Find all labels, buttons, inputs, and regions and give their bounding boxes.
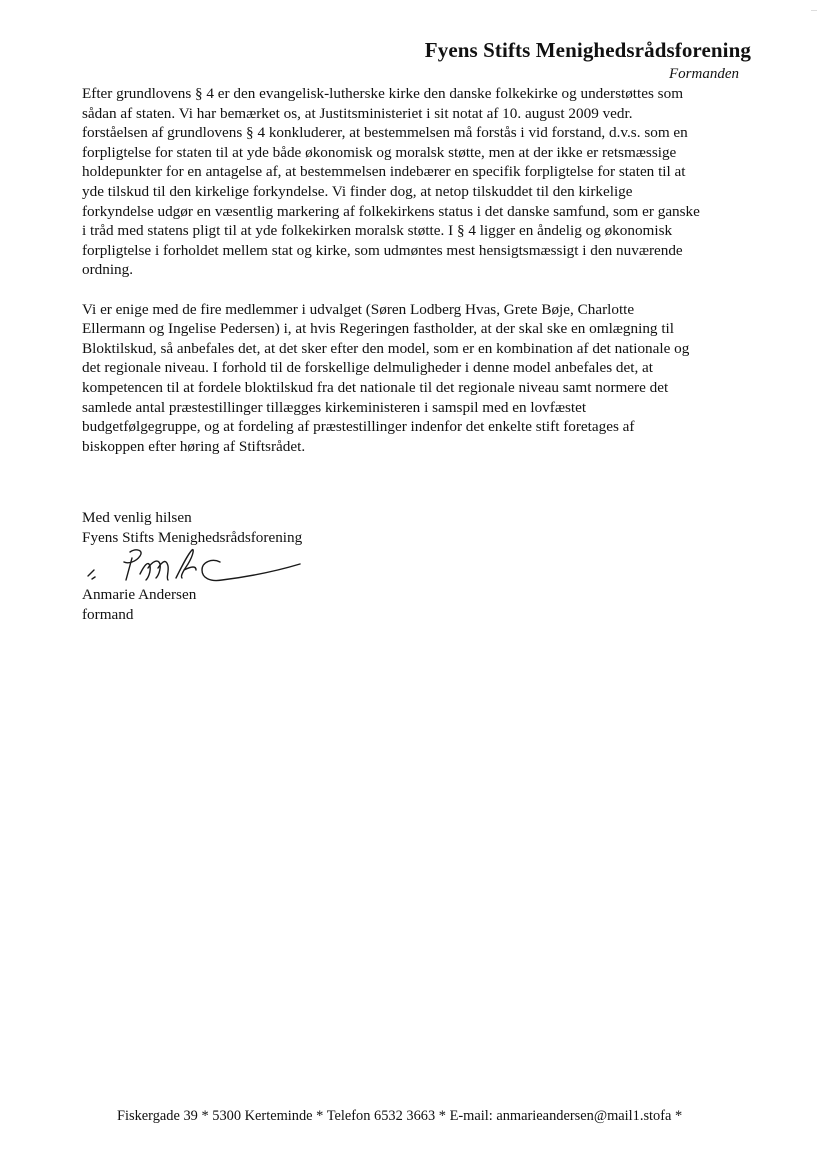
text-line: i tråd med statens pligt til at yde folkekirken moralsk støtte. I § 4 ligger en åndelig og økonomisk: [82, 222, 673, 240]
closing-greeting: Med venlig hilsen: [82, 509, 192, 526]
text-line: Bloktilskud, så anbefales det, at det sker efter den model, som er en kombination af det nationale og: [82, 339, 690, 357]
text-line: Efter grundlovens § 4 er den evangelisk-lutherske kirke den danske folkekirke og understøttes som: [82, 85, 684, 102]
text-line: budgetfølgegruppe, og at fordeling af præstestillinger indenfor det enkelte stift foretages af: [82, 418, 635, 436]
text-line: yde tilskud til den kirkelige forkyndelse. Vi finder dog, at netop tilskuddet til den kirkelige: [82, 182, 633, 200]
paragraph-1: [82, 84, 757, 280]
text-line: sådan af staten. Vi har bemærket os, at Justitsministeriet i sit notat af 10. august 2009 vedr.: [82, 104, 633, 122]
text-line: biskoppen efter høring af Stiftsrådet.: [82, 437, 306, 455]
text-line: forkyndelse udgør en væsentlig markering af folkekirkens status i det danske samfund, som er ganske: [82, 202, 700, 220]
text-line: forståelsen af grundlovens § 4 konkluderer, at bestemmelsen må forstås i vid forstand, d.v.s. som en: [82, 124, 688, 142]
closing-block: [82, 508, 302, 547]
text-line: samlede antal præstestillinger tillægges kirkeministeren i samspil med en lovfæstet: [82, 398, 587, 416]
text-line: kompetencen til at fordele bloktilskud fra det nationale til det regionale niveau samt normere det: [82, 378, 669, 396]
letterhead-role: Formanden: [669, 66, 739, 82]
signer-block: [82, 585, 196, 624]
text-line: holdepunkter for en antagelse af, at bestemmelsen indebærer en specifik forpligtelse for staten til at: [82, 163, 686, 181]
closing-organization: Fyens Stifts Menighedsrådsforening: [82, 528, 303, 546]
text-line: forpligtelse i forholdet mellem stat og kirke, som udmøntes mest hensigtsmæssigt i den nuværende: [82, 241, 683, 259]
signer-name: Anmarie Andersen: [82, 586, 197, 603]
text-line: forpligtelse for staten til at yde både økonomisk og moralsk støtte, men at der ikke er retsmæssige: [82, 143, 677, 161]
scan-mark: [811, 10, 817, 11]
signer-title: formand: [82, 605, 134, 623]
letter-body: [82, 84, 757, 456]
text-line: Vi er enige med de fire medlemmer i udvalget (Søren Lodberg Hvas, Grete Bøje, Charlotte: [82, 300, 635, 318]
footer-contact: Fiskergade 39 * 5300 Kerteminde * Telefon 6532 3663 * E-mail: anmarieandersen@mail1.stofa *: [117, 1108, 683, 1124]
paragraph-2: [82, 300, 757, 457]
letterhead-organization: Fyens Stifts Menighedsrådsforening: [424, 38, 751, 62]
text-line: ordning.: [82, 261, 134, 279]
handwritten-signature: [84, 546, 304, 588]
text-line: Ellermann og Ingelise Pedersen) i, at hvis Regeringen fastholder, at der skal ske en omlægning til: [82, 320, 674, 338]
text-line: det regionale niveau. I forhold til de forskellige delmuligheder i denne model anbefales det, at: [82, 359, 654, 377]
